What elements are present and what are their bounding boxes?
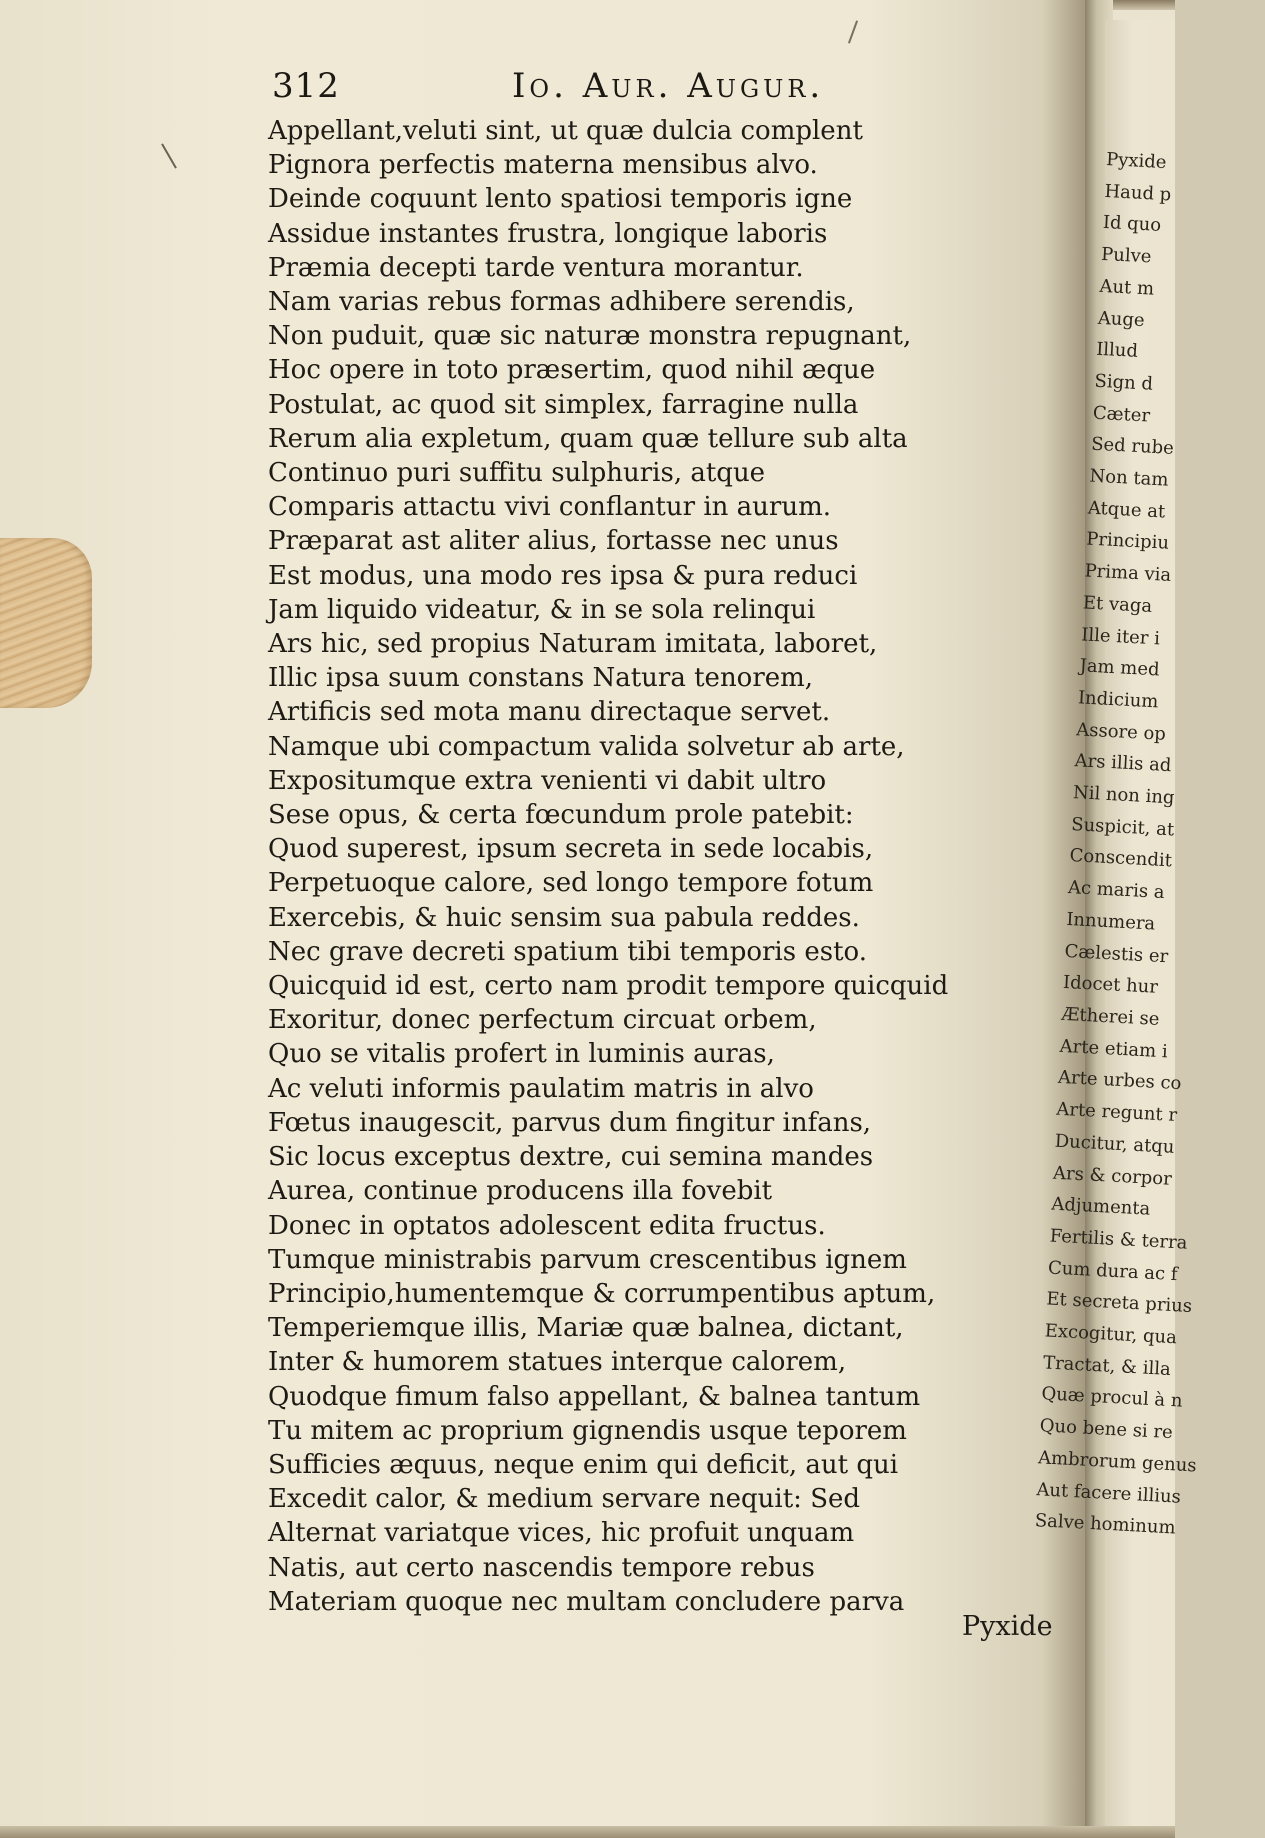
verse-line: Deinde coquunt lento spatiosi temporis igne <box>268 184 853 215</box>
verse-line: Quicquid id est, certo nam prodit tempore quicquid <box>268 971 949 1002</box>
verse-line: Exoritur, donec perfectum circuat orbem, <box>268 1005 817 1036</box>
verse-line: Materiam quoque nec multam concludere parva <box>268 1586 905 1617</box>
facing-page-line: Assore op <box>1075 718 1167 745</box>
verse-line: Pignora perfectis materna mensibus alvo. <box>268 150 818 181</box>
facing-page-line: Idocet hur <box>1062 972 1159 999</box>
verse-line: Principio,humentemque & corrumpentibus aptum, <box>268 1278 936 1309</box>
catchword: Pyxide <box>962 1611 1053 1642</box>
verse-line: Quod superest, ipsum secreta in sede locabis, <box>268 834 874 865</box>
facing-page-line: Salve hominum <box>1034 1510 1177 1539</box>
facing-page-line: Pyxide <box>1105 148 1168 174</box>
facing-page-line: Aut m <box>1099 275 1155 300</box>
verse-line: Sese opus, & certa fœcundum prole patebit: <box>268 800 854 831</box>
paper-tab <box>0 538 92 708</box>
margin-ink-mark <box>161 143 177 168</box>
facing-page-line: Haud p <box>1103 180 1172 206</box>
verse-line: Perpetuoque calore, sed longo tempore fotum <box>268 868 874 899</box>
verse-line: Hoc opere in toto præsertim, quod nihil æque <box>268 355 876 386</box>
verse-line: Donec in optatos adolescent edita fructus. <box>268 1210 826 1241</box>
verse-line: Fœtus inaugescit, parvus dum fingitur infans, <box>268 1107 872 1138</box>
verse-line: Ac veluti informis paulatim matris in alvo <box>268 1073 814 1104</box>
facing-page-line: Jam med <box>1079 655 1161 681</box>
facing-page-line: Ætherei se <box>1060 1003 1160 1030</box>
page-header <box>272 66 862 110</box>
facing-page-line: Sign d <box>1094 370 1154 395</box>
facing-page-line: Ac maris a <box>1067 877 1166 904</box>
facing-page-line: Nil non ing <box>1072 782 1176 809</box>
verse-line: Inter & humorem statues interque calorem, <box>268 1347 847 1378</box>
facing-page-line: Fertilis & terra <box>1049 1225 1188 1254</box>
verse-line: Quo se vitalis profert in luminis auras, <box>268 1039 775 1070</box>
facing-page-line: Atque at <box>1087 497 1166 523</box>
facing-page-line: Indicium <box>1077 687 1159 713</box>
facing-page-line: Sed rube <box>1090 433 1175 460</box>
facing-page-line: Et secreta prius <box>1045 1288 1193 1318</box>
book-bottom-edge <box>0 1826 1175 1838</box>
verse-line: Est modus, una modo res ipsa & pura reduci <box>268 560 858 591</box>
facing-page <box>1034 20 1198 1838</box>
verse-line: Quodque fimum falso appellant, & balnea tantum <box>268 1381 921 1412</box>
verse-line: Assidue instantes frustra, longique laboris <box>268 218 828 249</box>
facing-page-line: Arte etiam i <box>1059 1035 1169 1063</box>
facing-page-line: Conscendit <box>1069 845 1173 872</box>
facing-page-line: Illud <box>1095 338 1139 363</box>
verse-line: Expositumque extra venienti vi dabit ultro <box>268 765 827 796</box>
facing-page-line: Tractat, & illa <box>1042 1352 1172 1380</box>
verse-line: Artificis sed mota manu directaque servet. <box>268 697 831 728</box>
verse-line: Tumque ministrabis parvum crescentibus ignem <box>268 1244 907 1275</box>
facing-page-line: Auge <box>1097 307 1146 331</box>
verse-line: Excedit calor, & medium servare nequit: Sed <box>268 1484 861 1515</box>
verse-line: Exercebis, & huic sensim sua pabula reddes. <box>268 902 860 933</box>
verse-line: Præmia decepti tarde ventura morantur. <box>268 252 804 283</box>
verse-line: Sic locus exceptus dextre, cui semina mandes <box>268 1142 874 1173</box>
page-number: 312 <box>272 66 340 106</box>
facing-page-line: Quo bene si re <box>1039 1415 1174 1444</box>
verse-line: Continuo puri suffitu sulphuris, atque <box>268 458 766 489</box>
verse-line: Alternat variatque vices, hic profuit unquam <box>268 1518 855 1549</box>
facing-page-line: Ille iter i <box>1080 623 1161 649</box>
verse-line: Præparat ast aliter alius, fortasse nec unus <box>268 526 839 557</box>
facing-page-line: Adjumenta <box>1050 1193 1151 1220</box>
verse-line: Comparis attactu vivi conflantur in aurum. <box>268 492 831 523</box>
facing-page-line: Id quo <box>1102 212 1162 237</box>
verse-line: Sufficies æquus, neque enim qui deficit, aut qui <box>268 1449 899 1480</box>
verse-line: Nec grave decreti spatium tibi temporis esto. <box>268 936 867 967</box>
facing-page-line: Et vaga <box>1082 592 1153 617</box>
verse-text <box>268 114 949 1619</box>
facing-page-line: Ars illis ad <box>1074 750 1172 777</box>
facing-page-line: Innumera <box>1065 908 1156 935</box>
facing-page-line: Ambrorum genus <box>1037 1447 1198 1477</box>
facing-page-line: Suspicit, at <box>1070 813 1175 841</box>
facing-page-line: Prima via <box>1084 560 1172 587</box>
verse-line: Tu mitem ac proprium gignendis usque teporem <box>268 1415 907 1446</box>
verse-line: Jam liquido videatur, & in se sola relinqui <box>268 594 816 625</box>
verse-line: Temperiemque illis, Mariæ quæ balnea, dictant, <box>268 1313 904 1344</box>
facing-page-line: Excogitur, qua <box>1044 1320 1178 1349</box>
facing-page-line: Pulve <box>1100 243 1152 268</box>
facing-page-line: Ducitur, atqu <box>1054 1130 1175 1158</box>
verse-line: Non puduit, quæ sic naturæ monstra repugnant, <box>268 321 912 352</box>
running-head: Io. Aur. Augur. <box>512 66 825 106</box>
pencil-mark <box>848 20 858 43</box>
verse-line: Natis, aut certo nascendis tempore rebus <box>268 1552 815 1583</box>
verse-line: Ars hic, sed propius Naturam imitata, laboret, <box>268 629 878 660</box>
facing-page-line: Quæ procul à n <box>1040 1383 1183 1413</box>
verse-line: Aurea, continue producens illa fovebit <box>268 1176 773 1207</box>
facing-page-line: Non tam <box>1089 465 1169 491</box>
facing-page-line: Cum dura ac f <box>1047 1257 1179 1285</box>
facing-page-line: Arte urbes co <box>1057 1067 1182 1095</box>
verse-line: Postulat, ac quod sit simplex, farragine nulla <box>268 389 859 420</box>
facing-page-line: Cælestis er <box>1064 940 1169 967</box>
verse-line: Rerum alia expletum, quam quæ tellure sub alta <box>268 423 908 454</box>
facing-page-line: Principiu <box>1085 528 1170 555</box>
facing-page-line: Cæter <box>1092 402 1151 427</box>
verse-line: Appellant,veluti sint, ut quæ dulcia complent <box>268 116 863 146</box>
verse-line: Namque ubi compactum valida solvetur ab arte, <box>268 731 905 762</box>
facing-page-line: Aut facere illius <box>1035 1478 1182 1508</box>
facing-page-line: Ars & corpor <box>1052 1162 1173 1190</box>
verse-line: Illic ipsa suum constans Natura tenorem, <box>268 663 814 694</box>
facing-page-line: Arte regunt r <box>1055 1098 1178 1127</box>
verse-line: Nam varias rebus formas adhibere serendis, <box>268 287 855 318</box>
